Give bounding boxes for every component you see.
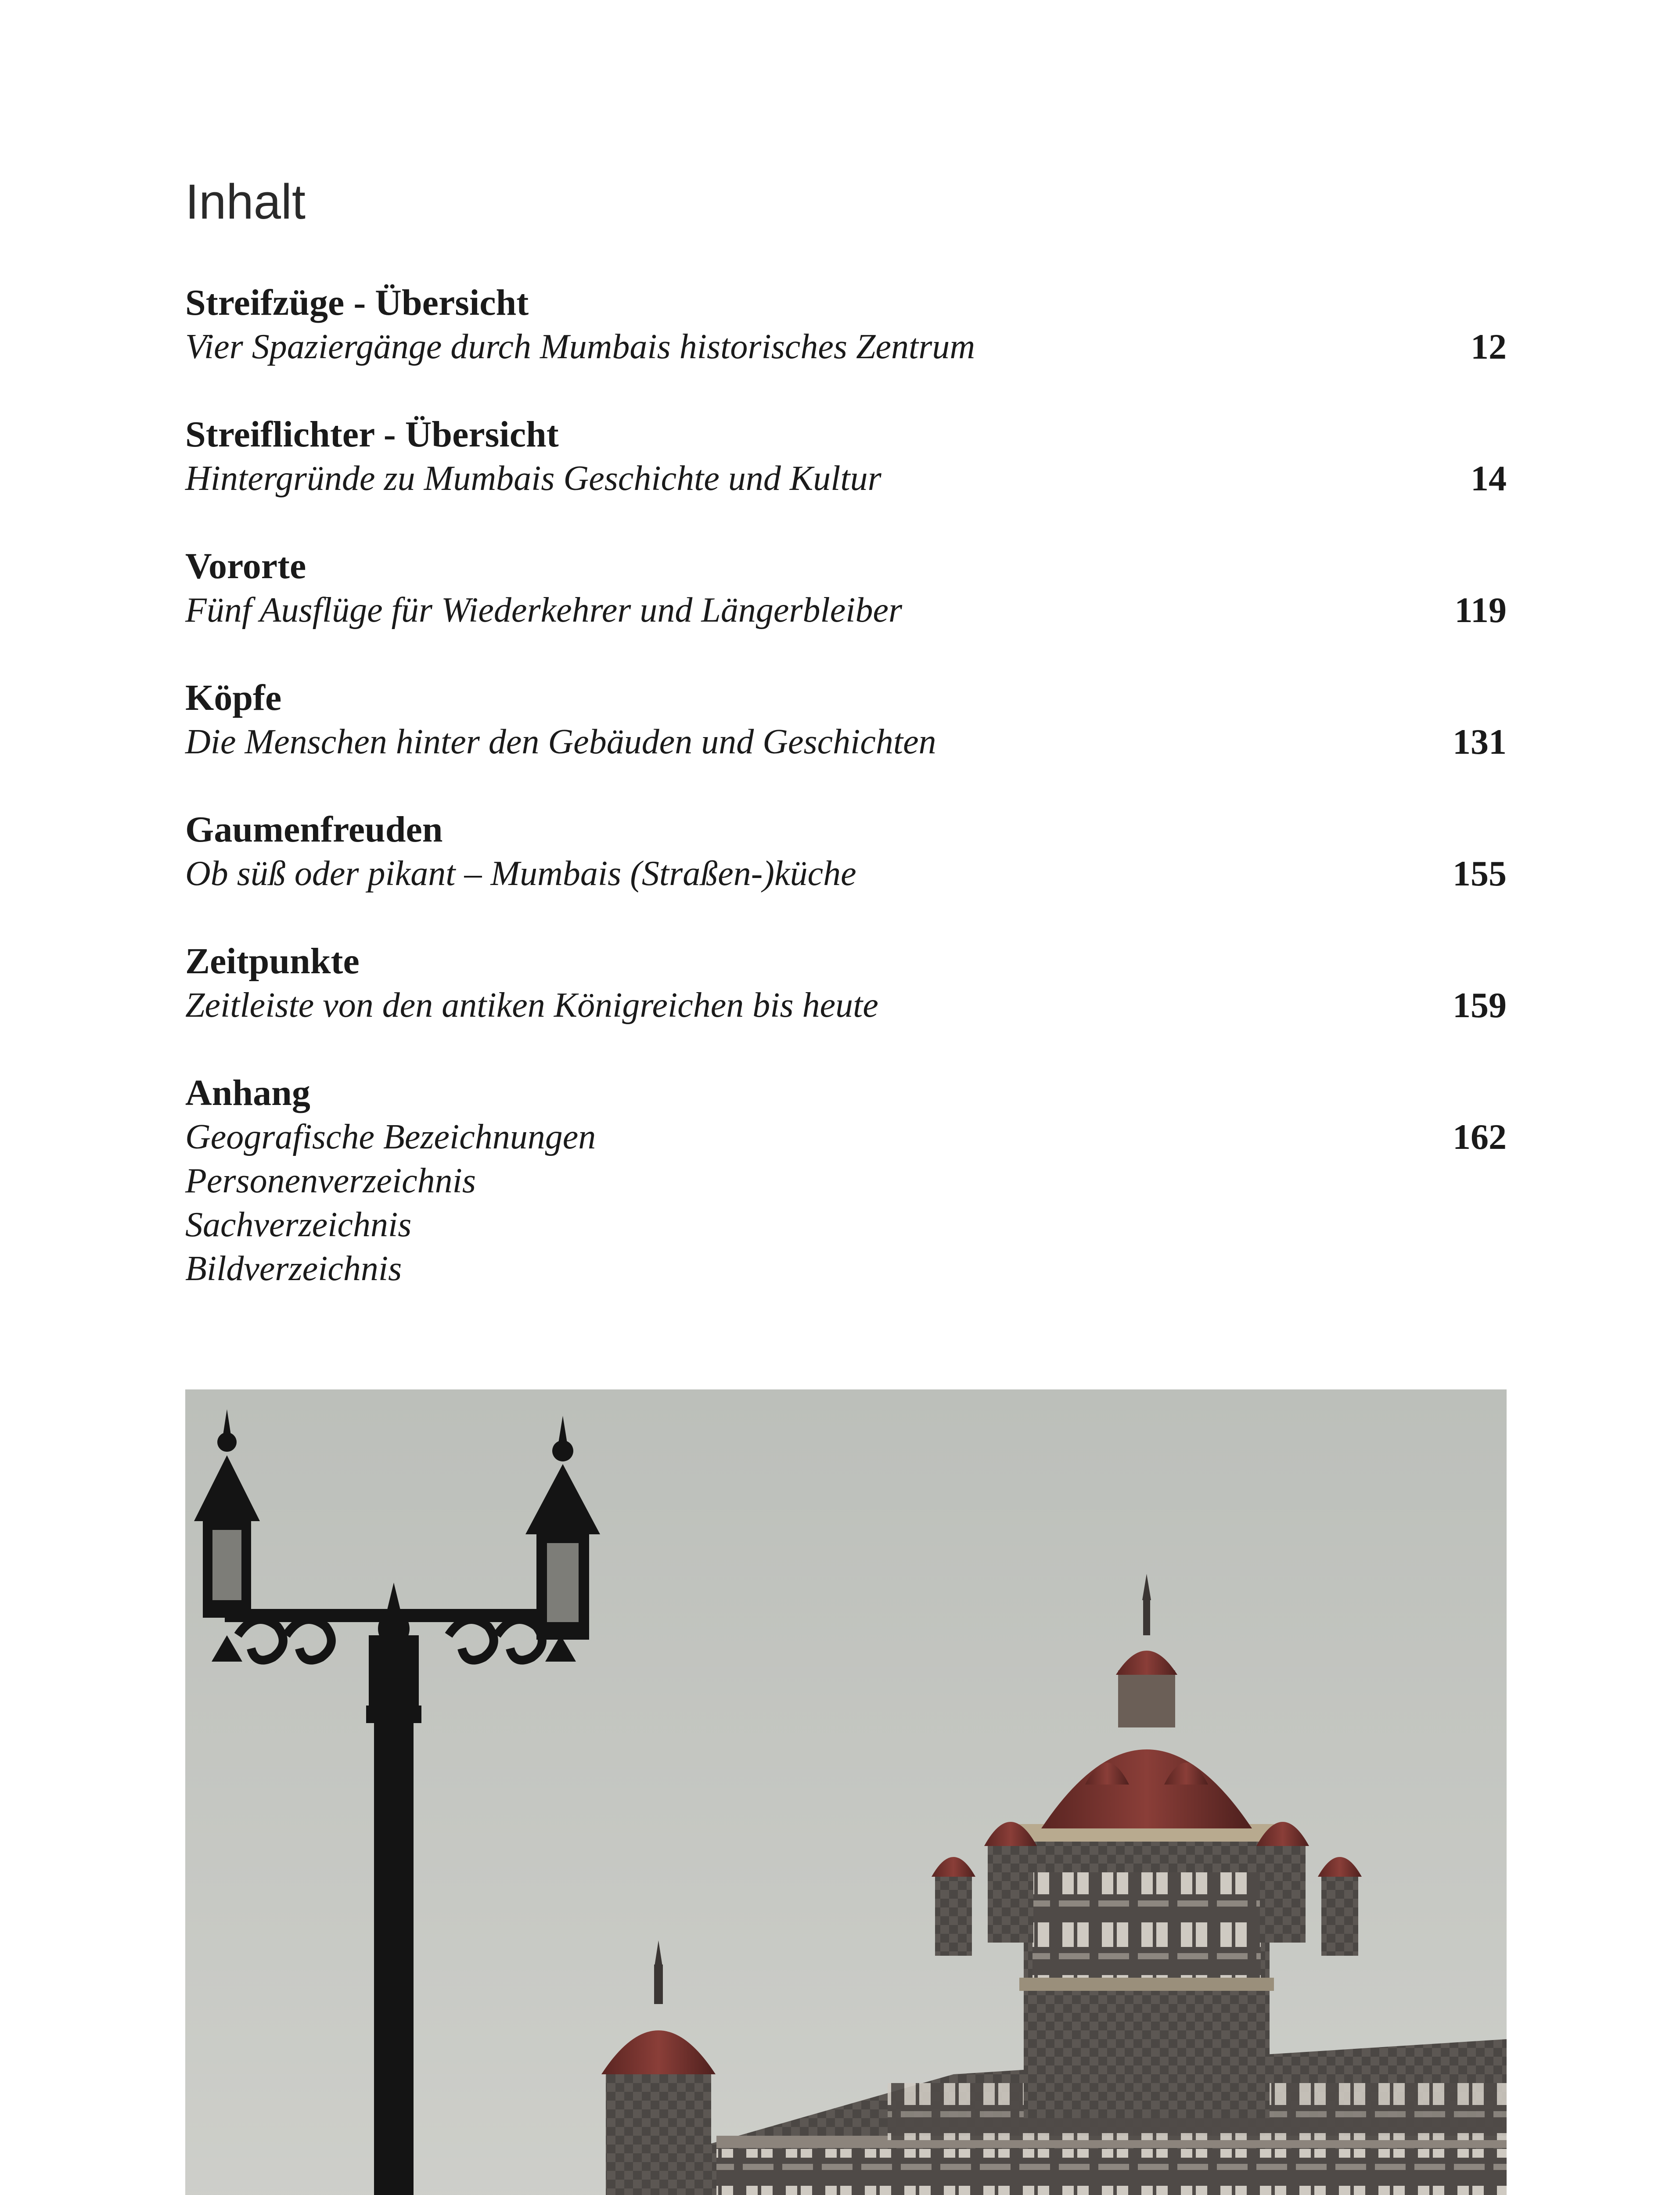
toc-entry[interactable] bbox=[185, 983, 1507, 1027]
toc-entry-text: Geografische Bezeichnungen bbox=[185, 1118, 596, 1156]
toc-section-koepfe bbox=[185, 676, 1507, 764]
toc-entry[interactable] bbox=[185, 325, 1507, 369]
toc-section-anhang bbox=[185, 1071, 1507, 1291]
toc-entry-text: Zeitleiste von den antiken Königreichen bis heute bbox=[185, 986, 878, 1025]
toc-page-number: 162 bbox=[1453, 1117, 1507, 1157]
toc-section-streiflichter bbox=[185, 413, 1507, 500]
toc-entry-text: Sachverzeichnis bbox=[185, 1205, 412, 1244]
toc-section-zeitpunkte bbox=[185, 939, 1507, 1027]
toc-entry[interactable] bbox=[185, 1247, 1507, 1291]
toc-entry[interactable] bbox=[185, 457, 1507, 500]
toc-heading[interactable]: Vororte bbox=[185, 546, 306, 587]
toc-page-number: 14 bbox=[1471, 458, 1507, 498]
toc-entry-text: Personenverzeichnis bbox=[185, 1162, 476, 1200]
taj-mahal-palace-photo bbox=[185, 1389, 1507, 2195]
toc-entry-text: Die Menschen hinter den Gebäuden und Geschichten bbox=[185, 723, 936, 761]
toc-heading[interactable]: Streiflichter - Übersicht bbox=[185, 414, 559, 455]
toc-heading[interactable]: Anhang bbox=[185, 1072, 310, 1113]
toc-entry[interactable] bbox=[185, 588, 1507, 632]
toc-entry[interactable] bbox=[185, 1159, 1507, 1203]
toc-page-number: 119 bbox=[1454, 590, 1507, 630]
toc-entry-text: Vier Spaziergänge durch Mumbais historisches Zentrum bbox=[185, 327, 975, 366]
toc-entry-text: Hintergründe zu Mumbais Geschichte und Kultur bbox=[185, 459, 881, 498]
toc-entry[interactable] bbox=[185, 852, 1507, 896]
toc-entry-text: Ob süß oder pikant – Mumbais (Straßen-)küche bbox=[185, 854, 856, 893]
toc-page-number: 12 bbox=[1471, 327, 1507, 367]
toc-page-number: 155 bbox=[1453, 853, 1507, 893]
toc-page-number: 131 bbox=[1453, 722, 1507, 762]
toc-entry[interactable] bbox=[185, 720, 1507, 764]
toc-entry-text: Bildverzeichnis bbox=[185, 1249, 402, 1288]
photo-illustration bbox=[185, 1389, 1507, 2195]
toc-entry[interactable] bbox=[185, 1203, 1507, 1247]
toc-section-vororte bbox=[185, 544, 1507, 632]
toc-heading[interactable]: Streifzüge - Übersicht bbox=[185, 282, 529, 323]
toc-entry[interactable] bbox=[185, 1115, 1507, 1159]
toc-page-number: 159 bbox=[1453, 985, 1507, 1025]
page-title: Inhalt bbox=[185, 174, 306, 229]
toc-heading[interactable]: Zeitpunkte bbox=[185, 941, 360, 982]
toc-section-streifzuege bbox=[185, 281, 1507, 369]
toc-heading[interactable]: Köpfe bbox=[185, 677, 282, 718]
toc-entry-text: Fünf Ausflüge für Wiederkehrer und Längerbleiber bbox=[185, 591, 903, 630]
toc-section-gaumenfreuden bbox=[185, 808, 1507, 896]
toc-heading[interactable]: Gaumenfreuden bbox=[185, 809, 443, 850]
